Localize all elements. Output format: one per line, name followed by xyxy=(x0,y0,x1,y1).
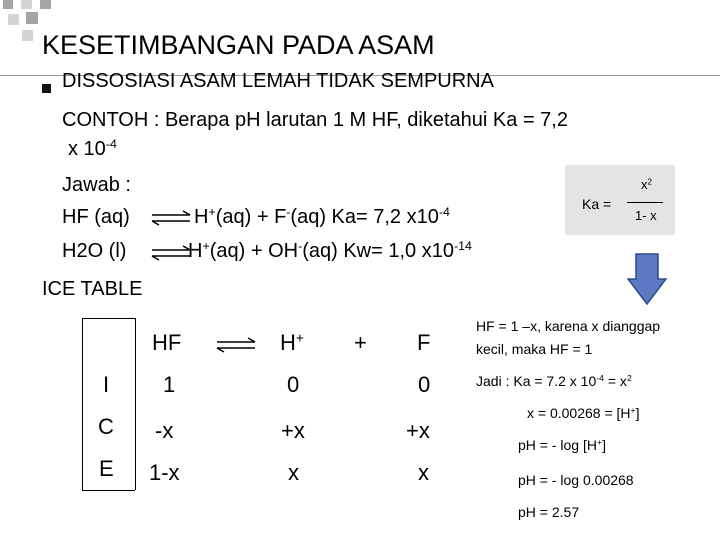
equilibrium-arrow-icon xyxy=(150,243,192,263)
ice-cell-f: x xyxy=(418,460,429,485)
bullet-heading: DISSOSIASI ASAM LEMAH TIDAK SEMPURNA xyxy=(62,70,494,92)
ice-cell-h: x xyxy=(288,460,299,485)
ice-cell-hf: -x xyxy=(155,418,174,443)
ice-row-label: I xyxy=(103,372,110,397)
ice-header-h: H+ xyxy=(280,330,304,355)
ka-formula-box xyxy=(565,165,675,235)
ice-cell-f: 0 xyxy=(418,372,431,397)
ice-cell-f: +x xyxy=(406,418,430,443)
table-border xyxy=(82,318,135,319)
ice-cell-h: +x xyxy=(281,418,305,443)
bullet-square-icon xyxy=(42,84,51,93)
decor-square xyxy=(3,0,13,9)
ice-cell-hf: 1-x xyxy=(149,460,180,485)
ice-row-label: E xyxy=(99,456,114,481)
note-line: kecil, maka HF = 1 xyxy=(476,341,593,357)
note-x-value: x = 0.00268 = [H+] xyxy=(527,405,640,421)
eq2-right: H+(aq) + OH-(aq) Kw= 1,0 $x10^{-14}$ xyxy=(188,239,472,262)
decor-square xyxy=(40,0,51,9)
slide-title: KESETIMBANGAN PADA ASAM xyxy=(42,30,435,60)
table-border xyxy=(135,318,136,490)
table-border xyxy=(82,318,83,490)
equilibrium-arrow-icon xyxy=(215,335,257,355)
question-line1: CONTOH : Berapa pH larutan 1 M HF, diketahui Ka = 7,2 xyxy=(62,109,568,131)
ice-header-hf: HF xyxy=(152,330,182,355)
ka-denominator: 1- x xyxy=(635,208,657,223)
ice-header-f: F xyxy=(417,330,431,355)
decor-square xyxy=(26,12,38,24)
answer-label: Jawab : xyxy=(62,174,131,196)
down-arrow-icon xyxy=(627,253,667,305)
eq2-left: H2O (l) xyxy=(62,240,127,262)
ice-table-label: ICE TABLE xyxy=(42,278,143,300)
note-jadi: Jadi : Ka = 7.2 x $10^{-4} = x^2$ xyxy=(476,373,632,389)
decor-square xyxy=(21,0,32,9)
fraction-bar xyxy=(627,202,663,203)
eq1-left: HF (aq) xyxy=(62,206,130,228)
ice-cell-hf: 1 xyxy=(163,372,176,397)
ice-row-label: C xyxy=(98,414,114,439)
note-line: HF = 1 –x, karena x dianggap xyxy=(476,318,661,334)
ka-numerator: $x^2$ xyxy=(641,177,652,192)
note-ph-step1: pH = - log [H+] xyxy=(518,437,606,453)
ice-header-plus: + xyxy=(354,330,367,355)
equilibrium-arrow-icon xyxy=(150,208,192,228)
note-ph-result: pH = 2.57 xyxy=(518,504,580,520)
decor-square xyxy=(8,14,19,25)
eq1-right: H+(aq) + F-(aq) Ka= 7,2 $x10^{-4}$ xyxy=(194,205,450,228)
table-border xyxy=(82,490,135,491)
decor-square xyxy=(22,30,33,41)
question-line2: x $10^{-4}$ xyxy=(68,137,117,160)
note-ph-step2: pH = - log 0.00268 xyxy=(518,472,634,488)
ka-label: Ka = xyxy=(582,196,612,212)
ice-cell-h: 0 xyxy=(287,372,300,397)
